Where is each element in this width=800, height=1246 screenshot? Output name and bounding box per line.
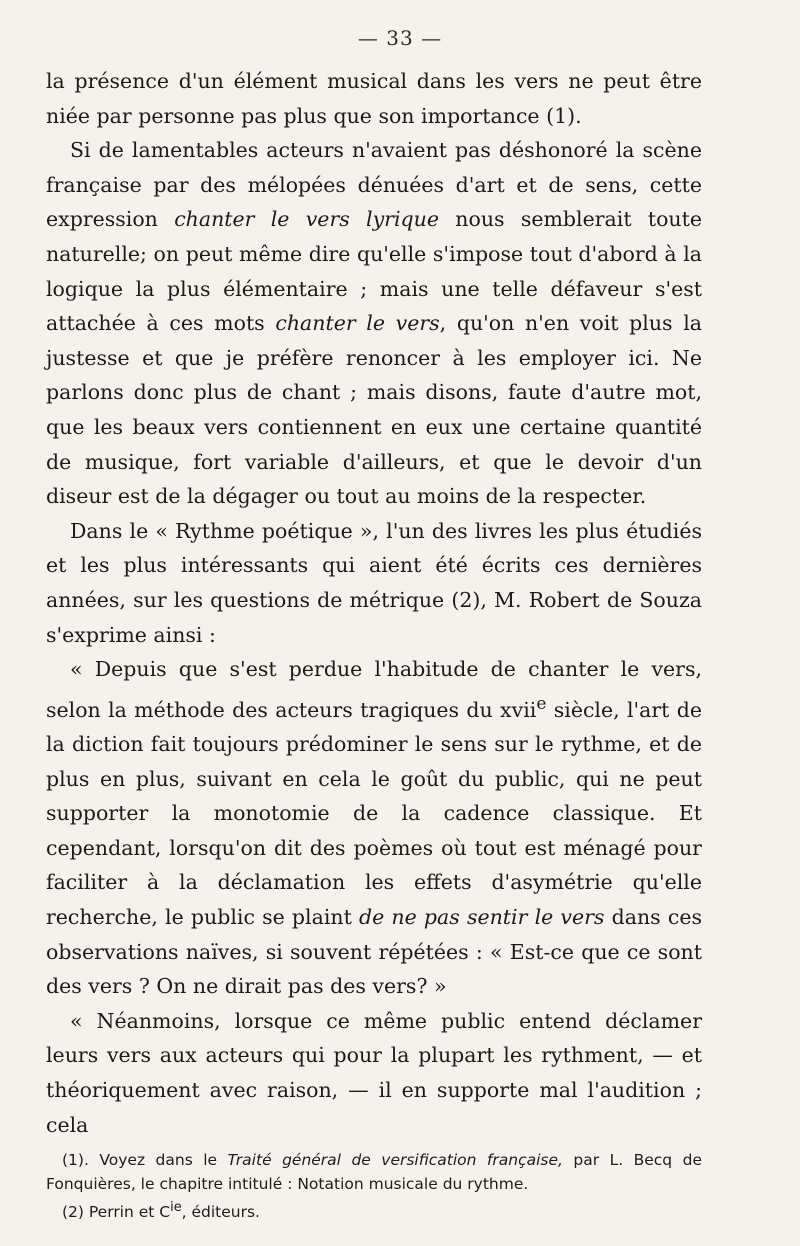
century-numeral: xvii <box>500 697 537 722</box>
footnote-2-text-a: (2) Perrin et C <box>62 1203 171 1222</box>
footnote-1-emphasis: Traité général de versification française, <box>227 1151 563 1169</box>
footnotes <box>46 1148 702 1224</box>
paragraph-4-text-c: dans ces observations naïves, si souvent répétées : « Est-ce que ce sont des vers ? On ne dirait pas des vers? » <box>46 905 703 999</box>
paragraph-2-emphasis-2: chanter le vers <box>275 311 440 336</box>
paragraph-2-text-b: nous semblerait toute naturelle; on peut même dire qu'elle s'impose tout d'abord à la logique la plus élémentaire ; mais une telle défaveur s'est attachée à ces mots <box>46 207 702 336</box>
century-superscript: e <box>536 693 547 714</box>
footnote-2 <box>46 1196 702 1224</box>
paragraph-1: la présence d'un élément musical dans les vers ne peut être niée par personne pas plus que son importance (1). <box>46 69 702 128</box>
page-number-header: — 33 — <box>357 26 443 50</box>
paragraph-4-text-b: siècle, l'art de la diction fait toujours prédominer le sens sur le rythme, et de plus en plus, suivant en cela le goût du public, qui ne peut supporter la monotomie de la cadence classique. Et cependant, lorsqu'on dit des poèmes où tout est ménagé pour faciliter à la déclamation les effets d'asymétrie qu'elle recherche, le public se plaint <box>46 697 702 930</box>
paragraph-2-text-c: , qu'on n'en voit plus la justesse et que je préfère renoncer à les employer ici. Ne parlons donc plus de chant ; mais disons, faute d'autre mot, que les beaux vers contiennent en eux une certaine quantité de musique, fort variable d'ailleurs, et que le devoir d'un diseur est de la dégager ou tout au moins de la respecter. <box>46 311 702 509</box>
footnote-1 <box>46 1148 702 1196</box>
paragraph-5: « Néanmoins, lorsque ce même public entend déclamer leurs vers aux acteurs qui pour la plupart les rythment, — et théoriquement avec raison, — il en supporte mal l'audition ; cela <box>46 1008 702 1137</box>
paragraph-4-text-a: « Depuis que s'est perdue l'habitude de chanter le vers, selon la méthode des acteurs tragiques du <box>46 657 702 722</box>
footnote-2-text-b: , éditeurs. <box>181 1203 260 1222</box>
footnote-1-text-b: par L. Becq de Fonquières, le chapitre intitulé : Notation musicale du rythme. <box>46 1151 702 1193</box>
paragraph-2 <box>46 133 702 514</box>
footnote-2-superscript: ie <box>170 1200 182 1215</box>
paragraph-4-emphasis: de ne pas sentir le vers <box>359 905 605 930</box>
paragraph-2-text-a: Si de lamentables acteurs n'avaient pas déshonoré la scène française par des mélopées dénuées d'art et de sens, cette expression <box>46 138 702 232</box>
paragraph-3: Dans le « Rythme poétique », l'un des livres les plus étudiés et les plus intéressants qui aient été écrits ces dernières années, sur les questions de métrique (2), M. Robert de Souza s'exprime ainsi : <box>46 518 702 647</box>
page-body <box>46 64 702 1142</box>
paragraph-4 <box>46 652 702 1004</box>
footnote-1-text-a: (1). Voyez dans le <box>62 1151 228 1169</box>
paragraph-2-emphasis-1: chanter le vers lyrique <box>174 207 439 232</box>
